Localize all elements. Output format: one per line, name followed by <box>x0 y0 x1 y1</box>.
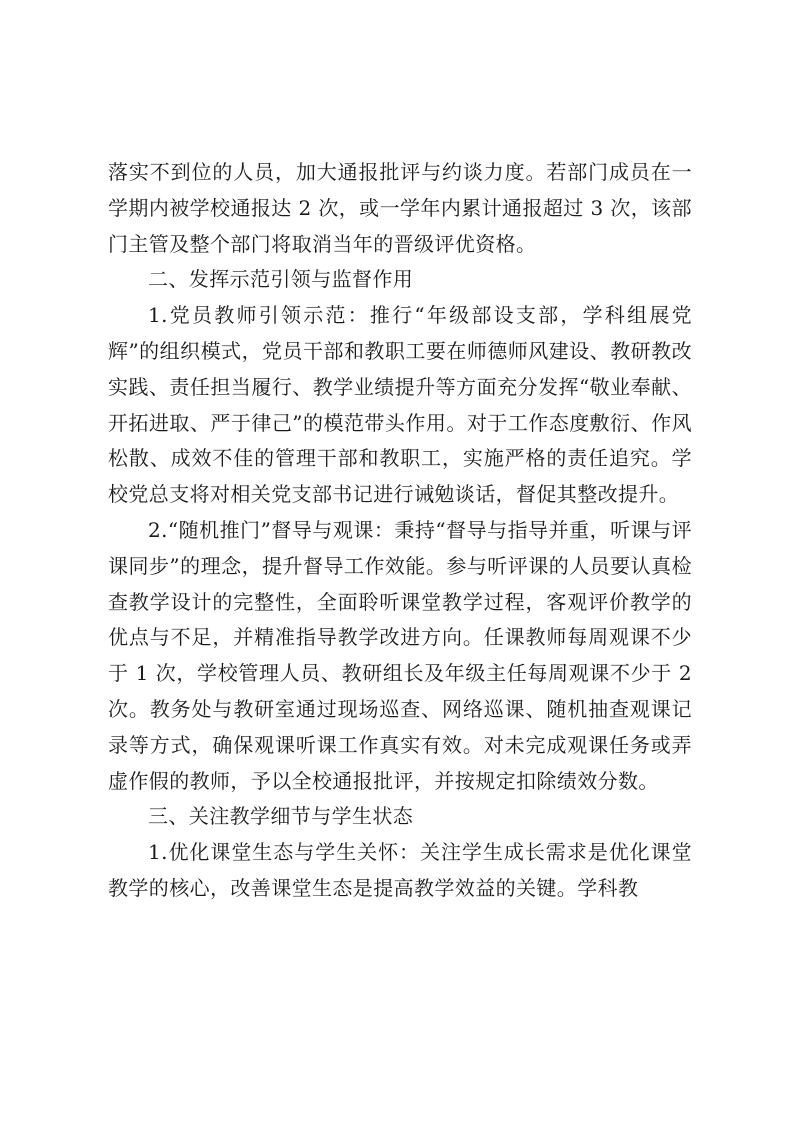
paragraph-party-teachers: 1.党员教师引领示范：推行“年级部设支部，学科组展党辉”的组织模式，党员干部和教职工要在师德师风建设、教研教改实践、责任担当履行、教学业绩提升等方面充分发挥“敬业奉献、开拓进取、严于律己”的模范带头作用。对于工作态度敷衍、作风松散、成效不佳的管理干部和教职工，实施严格的责任追究。学校党总支将对相关党支部书记进行诫勉谈话，督促其整改提升。 <box>108 303 692 507</box>
paragraph-random-observation: 2.“随机推门”督导与观课：秉持“督导与指导并重，听课与评课同步”的理念，提升督导工作效能。参与听评课的人员要认真检查教学设计的完整性，全面聆听课堂教学过程，客观评价教学的优点与不足，并精准指导教学改进方向。任课教师每周观课不少于 1 次，学校管理人员、教研组长及年级主任每周观课不少于 2 次。教务处与教研室通过现场巡查、网络巡课、随机抽查观课记录等方式，确保观课听课工作真实有效。对未完成观课任务或弄虚作假的教师，予以全校通报批评，并按规定扣除绩效分数。 <box>108 517 692 793</box>
section-heading-2: 二、发挥示范引领与监督作用 <box>148 267 414 292</box>
paragraph-continuation: 落实不到位的人员，加大通报批评与约谈力度。若部门成员在一学期内被学校通报达 2 次，或一学年内累计通报超过 3 次，该部门主管及整个部门将取消当年的晋级评优资格。 <box>108 160 692 256</box>
paragraph-classroom-ecology: 1.优化课堂生态与学生关怀：关注学生成长需求是优化课堂教学的核心，改善课堂生态是提高教学效益的关键。学科教 <box>108 840 692 900</box>
document-body <box>108 155 692 907</box>
section-heading-3: 三、关注教学细节与学生状态 <box>148 804 414 829</box>
